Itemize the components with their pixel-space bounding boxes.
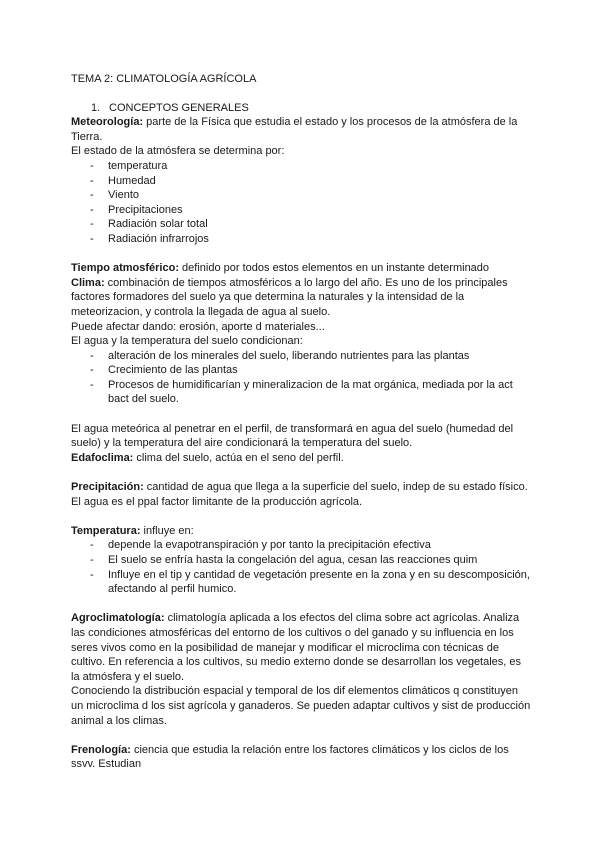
temperatura-list <box>71 538 531 596</box>
precipitacion-term: Precipitación: <box>71 481 144 494</box>
temperatura-paragraph <box>71 524 531 539</box>
list-item: - alteración de los minerales del suelo, liberando nutrientes para las plantas <box>71 349 531 364</box>
meteorologia-intro: El estado de la atmósfera se determina por: <box>71 145 285 158</box>
list-item: - Radiación infrarrojos <box>71 232 531 247</box>
agroclimatologia-definition: climatología aplicada a los efectos del clima sobre act agrícolas. Analiza las condiciones atmosféricas del entorno de los cultivos o del ganado y su influencia en los seres vivos como en la posibilidad de manejar y modificar el microclima con técnicas de cultivo. En referencia a los cultivos, su medio externo donde se desarrollan los vegetales, es la atmósfera y el suelo. <box>71 612 522 683</box>
section-number: 1. <box>91 101 101 114</box>
edafoclima-paragraph <box>71 451 531 466</box>
precipitacion-definition: cantidad de agua que llega a la superficie del suelo, indep de su estado físico. El agua es el ppal factor limitante de la producción agrícola. <box>71 481 528 508</box>
list-item: - depende la evapotranspiración y por tanto la precipitación efectiva <box>71 538 531 553</box>
meteorologia-paragraph <box>71 115 531 144</box>
list-item: - Influye en el tip y cantidad de vegetación presente en la zona y en su descomposición, afectando al perfil humico. <box>71 568 531 597</box>
clima-term: Clima: <box>71 276 105 289</box>
list-item: - Viento <box>71 188 531 203</box>
document-page <box>71 72 531 772</box>
document-title: TEMA 2: CLIMATOLOGÍA AGRÍCOLA <box>71 73 257 85</box>
meteorologia-term: Meteorología: <box>71 116 144 129</box>
precipitacion-paragraph <box>71 480 531 509</box>
edafoclima-term: Edafoclima: <box>71 451 134 464</box>
meteorologia-list <box>71 159 531 247</box>
temperatura-definition: influye en: <box>140 524 194 537</box>
list-item: - temperatura <box>71 159 531 174</box>
agroclimatologia-term: Agroclimatología: <box>71 612 165 625</box>
tiempo-paragraph <box>71 261 531 276</box>
list-item: - El suelo se enfría hasta la congelación del agua, cesan las reacciones quim <box>71 553 531 568</box>
section-label: CONCEPTOS GENERALES <box>109 101 249 114</box>
clima-paragraph <box>71 276 531 320</box>
frenologia-definition: ciencia que estudia la relación entre los factores climáticos y los ciclos de los ssvv. Estudian <box>71 743 509 771</box>
clima-list <box>71 349 531 407</box>
tiempo-term: Tiempo atmosférico: <box>71 262 179 275</box>
list-item: - Precipitaciones <box>71 203 531 218</box>
list-item: - Procesos de humidificarían y mineralizacion de la mat orgánica, mediada por la act bact del suelo. <box>71 378 531 407</box>
agroclimatologia-paragraph-2: Conociendo la distribución espacial y temporal de los dif elementos climáticos q constituyen un microclima d los sist agrícola y ganaderos. Se pueden adaptar cultivos y sist de producción animal a los climas. <box>71 685 531 727</box>
clima-line-3: El agua y la temperatura del suelo condicionan: <box>71 335 303 348</box>
clima-definition: combinación de tiempos atmosféricos a lo largo del año. Es uno de los principales factores formadores del suelo ya que determina la naturales y la intensidad de la meteorizacion, y controla la llegada de agua al suelo. <box>71 276 508 318</box>
meteorologia-definition: parte de la Física que estudia el estado y los procesos de la atmósfera de la Tierra. <box>71 116 518 143</box>
frenologia-term: Frenología: <box>71 743 131 756</box>
agua-meteorica-paragraph: El agua meteórica al penetrar en el perfil, de transformará en agua del suelo (humedad del suelo) y la temperatura del aire condicionará la temperatura del suelo. <box>71 422 514 450</box>
list-item: - Radiación solar total <box>71 217 531 232</box>
frenologia-paragraph <box>71 743 531 772</box>
edafoclima-definition: clima del suelo, actúa en el seno del perfil. <box>133 451 344 464</box>
agroclimatologia-paragraph <box>71 611 531 684</box>
section-heading <box>91 101 531 116</box>
temperatura-term: Temperatura: <box>71 524 141 537</box>
list-item: - Crecimiento de las plantas <box>71 363 531 378</box>
clima-line-2: Puede afectar dando: erosión, aporte d materiales... <box>71 320 325 333</box>
tiempo-definition: definido por todos estos elementos en un instante determinado <box>179 262 490 275</box>
list-item: - Humedad <box>71 174 531 189</box>
